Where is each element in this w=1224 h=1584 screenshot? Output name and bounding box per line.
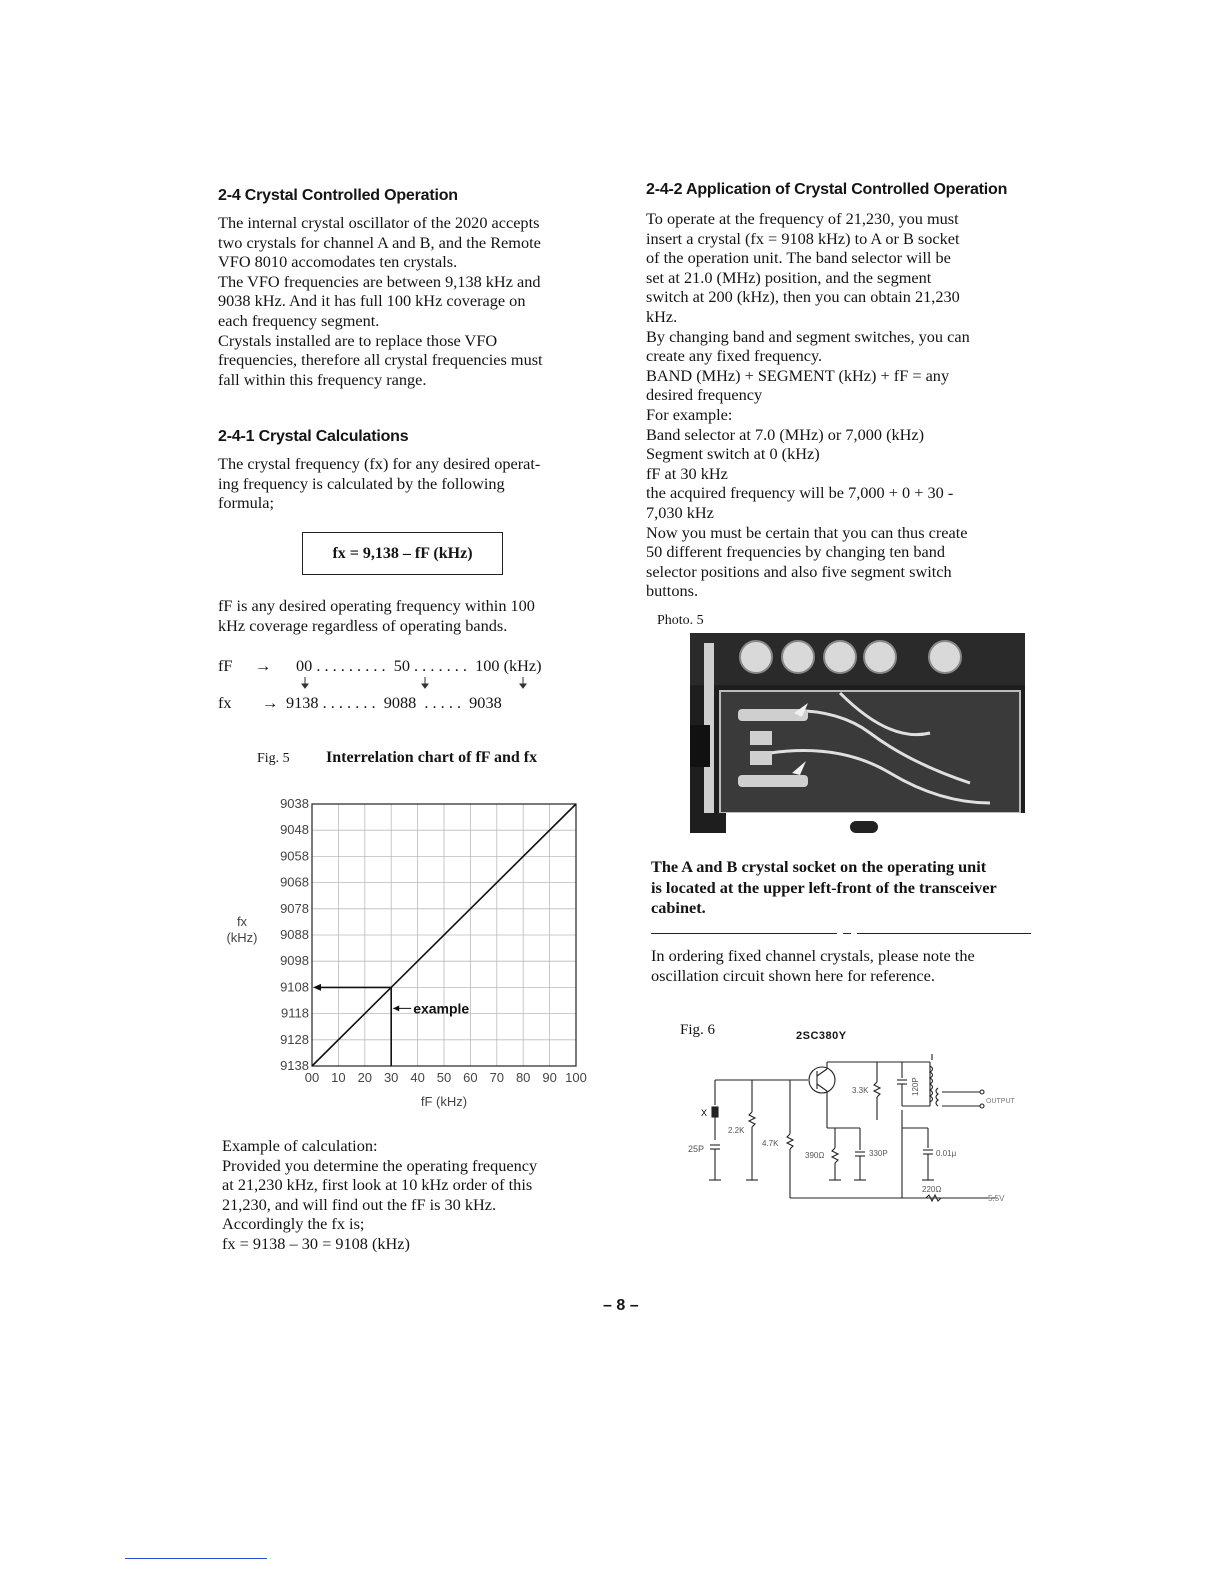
example-of-calculation <box>222 1136 607 1254</box>
text-line: desired frequency <box>646 385 763 405</box>
text-line: is located at the upper left-front of the transceiver <box>651 877 997 897</box>
x-tick-label: 100 <box>565 1070 587 1085</box>
part-25p-label: 25P <box>688 1144 705 1154</box>
divider-right <box>857 933 1031 934</box>
y-axis-label-line1: fx <box>236 914 248 929</box>
fig5-label: Fig. 5 <box>257 751 290 766</box>
y-tick-label: 9118 <box>281 1005 309 1021</box>
formula: fx = 9,138 – fF (kHz) <box>332 544 473 562</box>
text-line: VFO 8010 accomodates ten crystals. <box>218 252 458 272</box>
photo-5-label: Photo. 5 <box>657 613 704 628</box>
example-pointer-head <box>393 1005 399 1011</box>
text-line: create any fixed frequency. <box>646 346 823 366</box>
y-tick-label: 9108 <box>280 979 309 995</box>
text-line: 50 different frequencies by changing ten band <box>646 542 945 562</box>
text-line: ing frequency is calculated by the following <box>218 473 505 493</box>
text-line: 9038 kHz. And it has full 100 kHz coverage on <box>218 291 526 311</box>
rel-ff-arrow: → <box>255 656 272 675</box>
text-line: at 21,230 kHz, first look at 10 kHz order of this <box>222 1175 533 1195</box>
fig6-transistor-label: 2SC380Y <box>796 1030 847 1042</box>
x-tick-label: 70 <box>489 1070 505 1085</box>
part-22k-label: 2.2K <box>728 1126 745 1135</box>
section-2-4-1-body <box>218 454 601 513</box>
rel-ff-values: 00 . . . . . . . . . 50 . . . . . . . 100 (kHz) <box>296 656 542 675</box>
x-tick-label: 40 <box>410 1070 425 1085</box>
y-tick-label: 9138 <box>280 1058 309 1073</box>
fig6-label: Fig. 6 <box>680 1022 716 1038</box>
text-line: The crystal frequency (fx) for any desired operat- <box>218 454 541 473</box>
y-tick-label: 9058 <box>280 848 309 864</box>
section-2-4-2-heading: 2-4-2 Application of Crystal Controlled Operation <box>646 181 1008 198</box>
divider-mid <box>843 933 851 934</box>
y-tick-label: 9088 <box>280 927 309 942</box>
text-line: of the operation unit. The band selector will be <box>646 248 951 268</box>
rel-fx-values: 9138 . . . . . . . 9088 . . . . . 9038 <box>286 693 502 712</box>
fig5-chart <box>215 790 605 1120</box>
page-number: – 8 – <box>603 1297 639 1314</box>
supply-voltage-label: 5.5V <box>988 1194 1005 1203</box>
y-tick-label: 9048 <box>280 822 309 838</box>
text-line: frequencies, therefore all crystal frequencies must <box>218 350 543 370</box>
text-line: By changing band and segment switches, you can <box>646 326 970 346</box>
text-line: formula; <box>218 493 275 513</box>
y-tick-label: 9068 <box>280 874 309 890</box>
rel-down-arrows <box>290 676 550 690</box>
ff-definition <box>218 596 604 635</box>
x-tick-label: 30 <box>383 1070 399 1085</box>
x-axis-label: fF (kHz) <box>420 1094 468 1109</box>
part-390-label: 390Ω <box>805 1151 825 1160</box>
fig5-title: Interrelation chart of fF and fx <box>326 749 538 766</box>
text-line: the acquired frequency will be 7,000 + 0 + 30 - <box>646 483 954 503</box>
part-330p-label: 330P <box>869 1149 888 1158</box>
text-line: For example: <box>646 404 733 424</box>
photo-5-image <box>690 633 1025 833</box>
part-220-label: 220Ω <box>922 1185 942 1194</box>
x-tick-label: 60 <box>463 1070 478 1085</box>
section-2-4-body <box>218 213 600 389</box>
text-line: The internal crystal oscillator of the 2020 accepts <box>218 213 540 232</box>
footer-link-rule <box>125 1558 267 1559</box>
section-2-4-heading: 2-4 Crystal Controlled Operation <box>218 187 458 204</box>
formula-box <box>302 532 503 575</box>
photo-5-caption <box>651 857 1031 919</box>
part-001-label: 0.01μ <box>936 1149 957 1158</box>
rel-ff-label: fF <box>218 656 233 675</box>
text-line: cabinet. <box>651 898 706 917</box>
x-tick-label: 80 <box>515 1070 531 1085</box>
text-line: switch at 200 (kHz), then you can obtain 21,230 <box>646 287 960 307</box>
text-line: Now you must be certain that you can thus create <box>646 522 968 542</box>
part-47k-label: 4.7K <box>762 1139 779 1148</box>
x-tick-label: 20 <box>357 1070 373 1085</box>
text-line: 21,230, and will find out the fF is 30 kHz. <box>222 1194 497 1214</box>
text-line: fF is any desired operating frequency within 100 <box>218 596 535 615</box>
output-label: OUTPUT <box>986 1098 1015 1105</box>
text-line: buttons. <box>646 581 699 601</box>
text-line: The A and B crystal socket on the operating unit <box>651 857 987 876</box>
y-tick-label: 9038 <box>280 796 309 811</box>
text-line: Segment switch at 0 (kHz) <box>646 444 820 464</box>
part-x-label: X <box>701 1108 708 1118</box>
divider-left <box>651 933 837 934</box>
rel-fx-label: fx <box>218 693 232 712</box>
text-line: kHz. <box>646 306 678 326</box>
photo-5-crystal-socket <box>690 633 1025 833</box>
fig6-circuit <box>680 1050 1025 1210</box>
text-line: Crystals installed are to replace those VFO <box>218 330 498 350</box>
y-axis-label-line2: (kHz) <box>226 930 258 945</box>
text-line: insert a crystal (fx = 9108 kHz) to A or B socket <box>646 228 960 248</box>
example-annotation: example <box>413 1000 470 1017</box>
x-tick-label: 00 <box>304 1070 320 1085</box>
text-line: 7,030 kHz <box>646 502 714 522</box>
rel-fx-arrow: → <box>262 693 279 712</box>
text-line: fF at 30 kHz <box>646 463 728 483</box>
text-line: Accordingly the fx is; <box>222 1214 365 1234</box>
x-tick-label: 90 <box>542 1070 557 1085</box>
part-120p-label: 120P <box>911 1077 920 1096</box>
text-line: To operate at the frequency of 21,230, you must <box>646 209 959 228</box>
example-h-arrowhead <box>313 984 321 991</box>
y-tick-label: 9078 <box>280 900 309 916</box>
part-33k-label: 3.3K <box>852 1086 869 1095</box>
section-2-4-2-body <box>646 209 1027 601</box>
x-tick-label: 10 <box>331 1070 346 1085</box>
text-line: The VFO frequencies are between 9,138 kHz and <box>218 271 541 291</box>
text-line: Provided you determine the operating frequency <box>222 1155 538 1175</box>
y-tick-label: 9098 <box>280 953 309 969</box>
text-line: BAND (MHz) + SEGMENT (kHz) + fF = any <box>646 365 950 385</box>
text-line: Band selector at 7.0 (MHz) or 7,000 (kHz) <box>646 424 925 444</box>
text-line: oscillation circuit shown here for reference. <box>651 965 935 985</box>
text-line: kHz coverage regardless of operating bands. <box>218 615 508 635</box>
y-tick-label: 9128 <box>280 1031 309 1047</box>
text-line: set at 21.0 (MHz) position, and the segment <box>646 267 932 287</box>
text-line: selector positions and also five segment switch <box>646 561 952 581</box>
text-line: fall within this frequency range. <box>218 369 427 389</box>
ordering-note <box>651 946 1032 985</box>
text-line: Example of calculation: <box>222 1136 378 1155</box>
section-2-4-1-heading: 2-4-1 Crystal Calculations <box>218 428 409 445</box>
text-line: two crystals for channel A and B, and the Remote <box>218 232 541 252</box>
text-line: fx = 9138 – 30 = 9108 (kHz) <box>222 1233 410 1253</box>
text-line: each frequency segment. <box>218 310 380 330</box>
x-tick-label: 50 <box>436 1070 452 1085</box>
text-line: In ordering fixed channel crystals, please note the <box>651 946 975 965</box>
